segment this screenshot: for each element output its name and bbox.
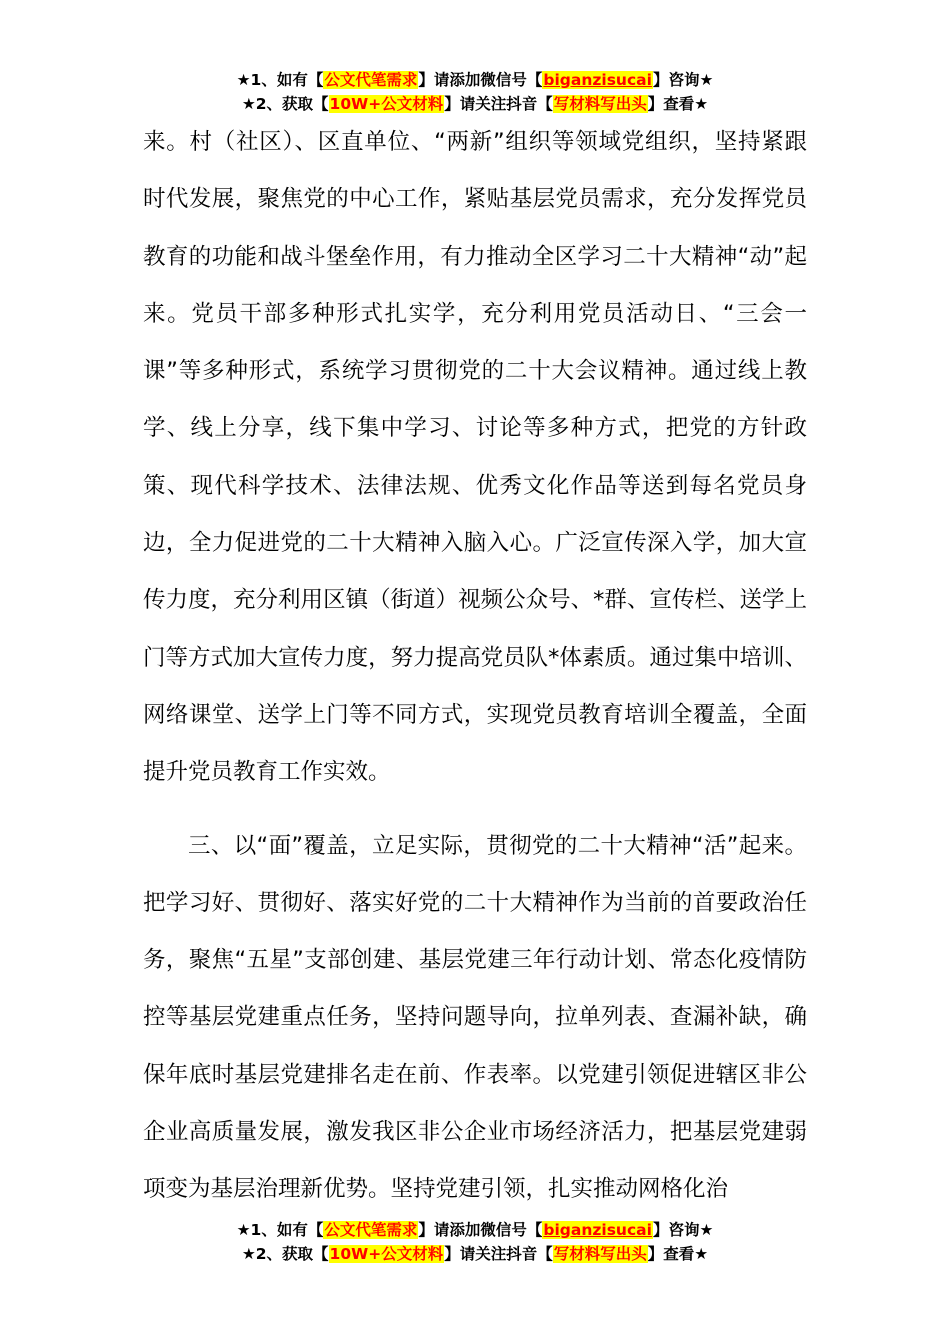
promo-line-2-suffix: 】查看★: [647, 1245, 709, 1263]
promo-line-2-prefix: ★2、获取【: [241, 95, 329, 113]
top-promo-banner: [0, 68, 950, 116]
document-paragraph-1: 来。村（社区）、区直单位、“两新”组织等领域党组织，坚持紧跟时代发展，聚焦党的中心工作，紧贴基层党员需求，充分发挥党员教育的功能和战斗堡垒作用，有力推动全区学习二十大精神“动”起来。党员干部多种形式扎实学，充分利用党员活动日、“三会一课”等多种形式，系统学习贯彻党的二十大会议精神。通过线上教学、线上分享，线下集中学习、讨论等多种方式，把党的方针政策、现代科学技术、法律法规、优秀文化作品等送到每名党员身边，全力促进党的二十大精神入脑入心。广泛宣传深入学，加大宣传力度，充分利用区镇（街道）视频公众号、*群、宣传栏、送学上门等方式加大宣传力度，努力提高党员队*体素质。通过集中培训、网络课堂、送学上门等不同方式，实现党员教育培训全覆盖，全面提升党员教育工作实效。: [143, 129, 807, 786]
promo-line-1-prefix: ★1、如有【: [236, 1221, 324, 1239]
promo-line-1: [0, 1218, 950, 1242]
promo-highlight-douyin-account: 写材料写出头: [553, 1245, 647, 1263]
promo-highlight-writing-service: 公文代笔需求: [324, 1221, 418, 1239]
promo-line-1-suffix: 】咨询★: [652, 1221, 714, 1239]
document-paragraph-2: 三、以“面”覆盖，立足实际，贯彻党的二十大精神“活”起来。把学习好、贯彻好、落实好党的二十大精神作为当前的首要政治任务，聚焦“五星”支部创建、基层党建三年行动计划、常态化疫情防控等基层党建重点任务，坚持问题导向，拉单列表、查漏补缺，确保年底时基层党建排名走在前、作表率。以党建引领促进辖区非公企业高质量发展，激发我区非公企业市场经济活力，把基层党建弱项变为基层治理新优势。坚持党建引领，扎实推动网格化治: [143, 832, 807, 1203]
promo-line-1-prefix: ★1、如有【: [236, 71, 324, 89]
promo-highlight-materials: 10W+公文材料: [329, 95, 444, 113]
promo-line-2: [0, 92, 950, 116]
promo-line-1: [0, 68, 950, 92]
promo-line-2-mid: 】请关注抖音【: [444, 1245, 553, 1263]
promo-line-2-suffix: 】查看★: [647, 95, 709, 113]
promo-line-2-mid: 】请关注抖音【: [444, 95, 553, 113]
promo-line-2: [0, 1242, 950, 1266]
promo-highlight-materials: 10W+公文材料: [329, 1245, 444, 1263]
bottom-promo-banner: [0, 1218, 950, 1266]
promo-highlight-wechat-id: biganzisucai: [543, 1221, 652, 1239]
promo-line-1-mid: 】请添加微信号【: [418, 1221, 543, 1239]
promo-highlight-writing-service: 公文代笔需求: [324, 71, 418, 89]
document-body: [143, 114, 807, 1219]
promo-highlight-douyin-account: 写材料写出头: [553, 95, 647, 113]
promo-line-1-mid: 】请添加微信号【: [418, 71, 543, 89]
promo-line-1-suffix: 】咨询★: [652, 71, 714, 89]
promo-highlight-wechat-id: biganzisucai: [543, 71, 652, 89]
promo-line-2-prefix: ★2、获取【: [241, 1245, 329, 1263]
